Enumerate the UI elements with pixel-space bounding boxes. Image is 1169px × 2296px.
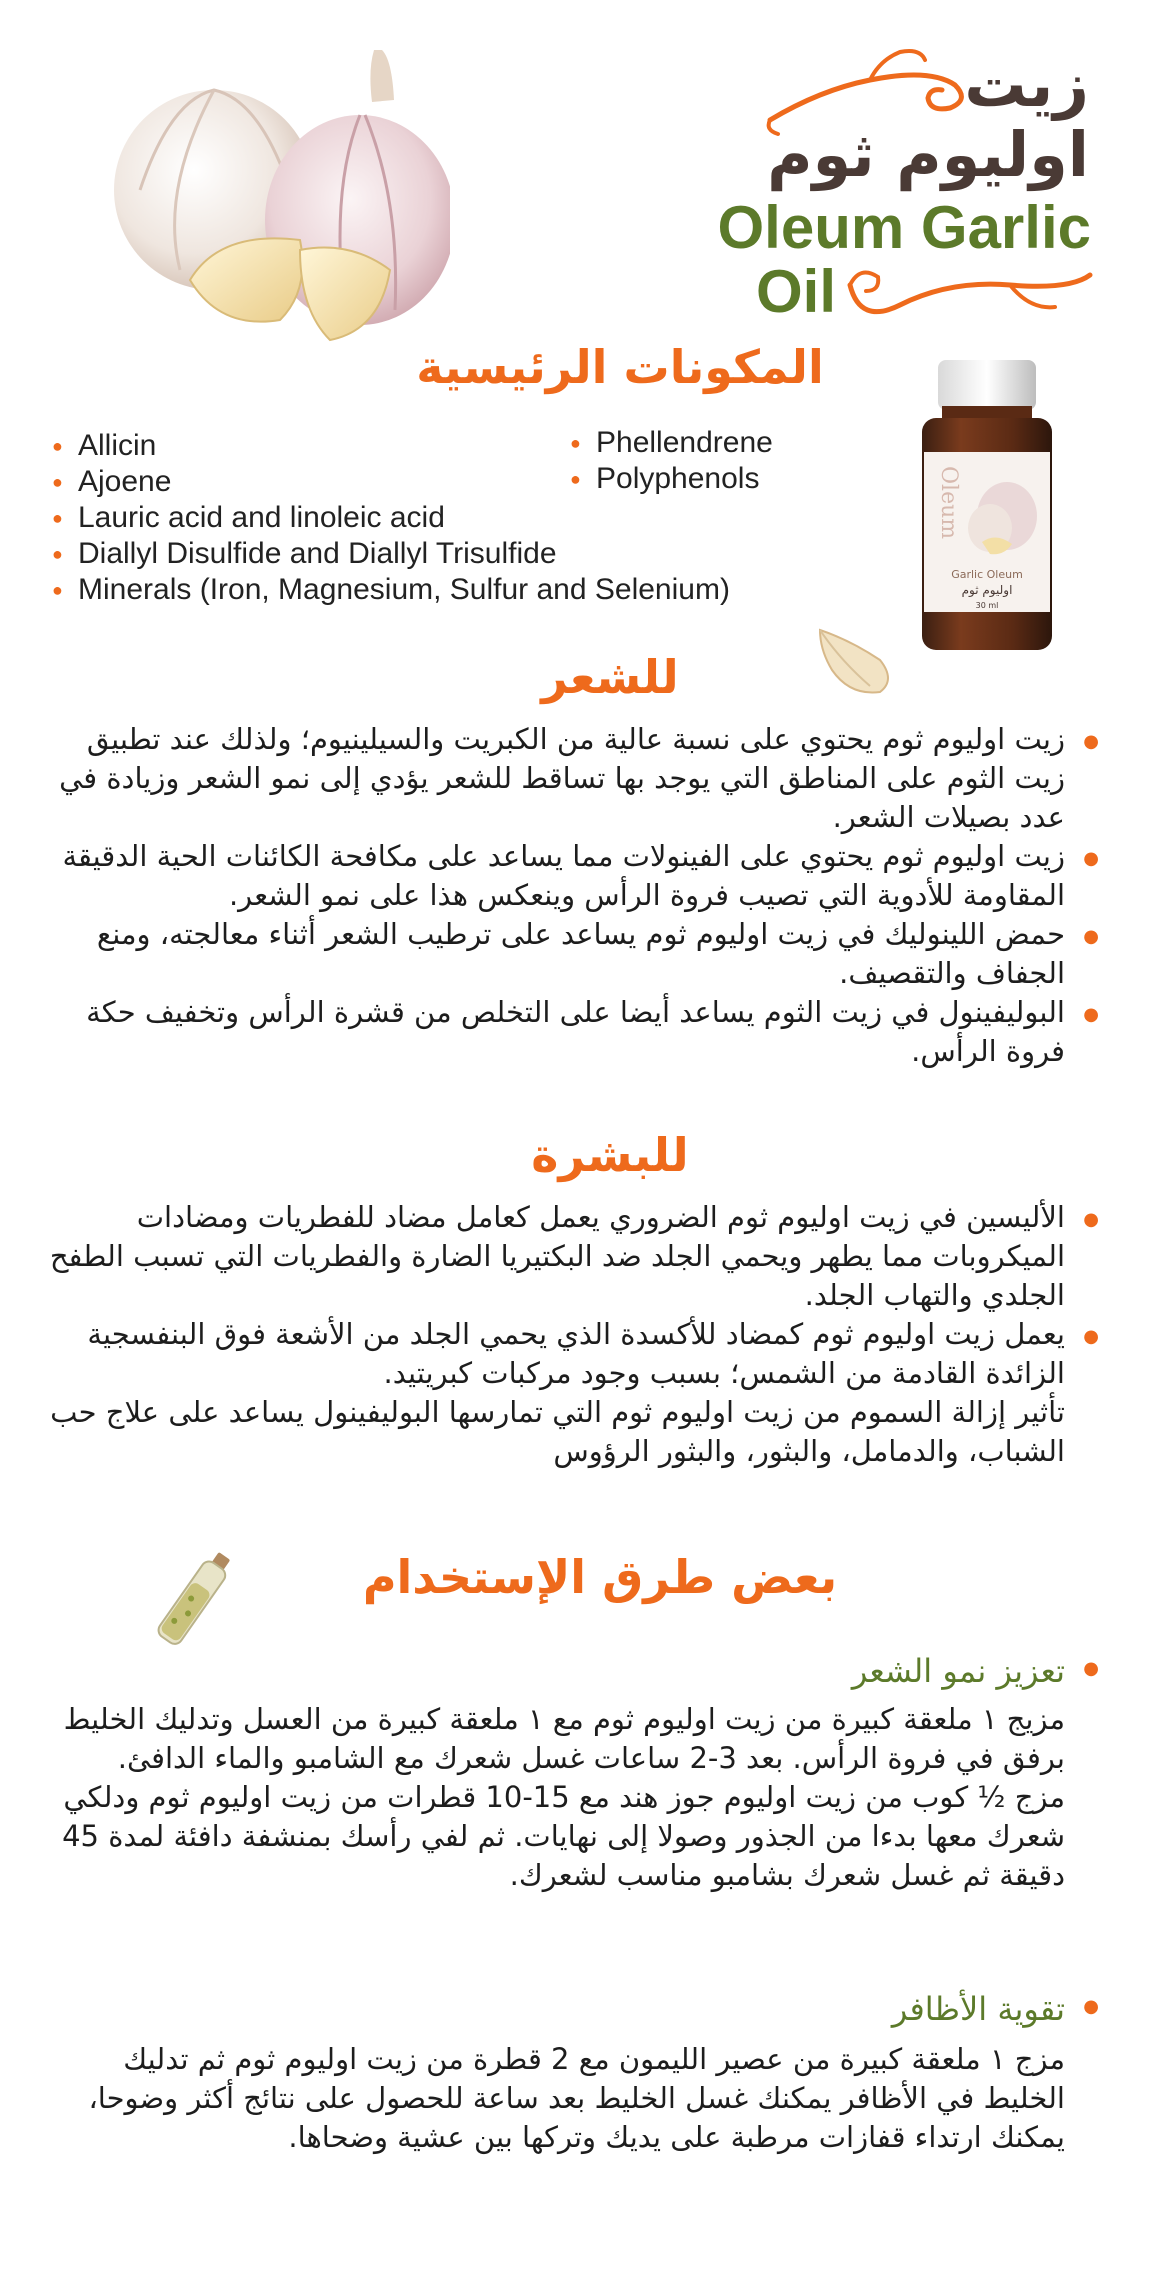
garlic-bulbs-image	[110, 40, 450, 350]
title-arabic-line1: زيت	[964, 48, 1089, 121]
components-heading: المكونات الرئيسية	[416, 340, 824, 394]
component-item: ● Lauric acid and linoleic acid	[52, 500, 872, 536]
component-item: ● Ajoene	[52, 464, 872, 500]
hair-benefit-item: ● زيت اوليوم ثوم يحتوي على الفينولات مما يساعد على مكافحة الكائنات الحية الدقيقة المقاومة للأدوية التي تصيب فروة الرأس وينعكس هذا على نمو الشعر.	[49, 837, 1099, 915]
usage-paragraph: مزج ½ كوب من زيت اوليوم جوز هند مع 15-10 قطرات من زيت اوليوم ثوم ودلكي شعرك معها بدءا من الجذور وصولا إلى نهايات. ثم لفي رأسك بمنشفة دافئة لمدة 45 دقيقة ثم غسل شعرك بشامبو مناسب لشعرك.	[62, 1780, 1065, 1892]
oil-vial-image	[155, 1545, 235, 1655]
hair-benefit-item: ● حمض اللينوليك في زيت اوليوم ثوم يساعد على ترطيب الشعر أثناء معالجته، ومنع الجفاف والتقصيف.	[49, 915, 1099, 993]
bottle-brand-text: Oleum	[936, 466, 961, 540]
bottle-volume: 30 ml	[975, 601, 999, 610]
skin-benefit-item: ● الأليسين في زيت اوليوم ثوم الضروري يعمل كعامل مضاد للفطريات ومضادات الميكروبات مما يطهر ويحمي الجلد ضد البكتيريا الضارة والفطريات التي تسبب الطفح الجلدي والتهاب الجلد.	[49, 1198, 1099, 1315]
bottle-label-arabic: اوليوم ثوم	[961, 583, 1013, 597]
components-list-right	[570, 425, 890, 497]
component-item: ● Minerals (Iron, Magnesium, Sulfur and Selenium)	[52, 572, 872, 608]
title-english-line2: Oil	[756, 258, 837, 325]
usage-hair-growth-heading: ● تعزيز نمو الشعر	[852, 1652, 1099, 1690]
hair-benefit-item: ● زيت اوليوم ثوم يحتوي على نسبة عالية من الكبريت والسيلينيوم؛ ولذلك عند تطبيق زيت الثوم على المناطق التي يوجد بها تساقط للشعر يؤدي إلى نمو الشعر وزيادة في عدد بصيلات الشعر.	[49, 720, 1099, 837]
bottle-label-english: Garlic Oleum	[951, 568, 1023, 581]
component-item: ● Diallyl Disulfide and Diallyl Trisulfide	[52, 536, 872, 572]
component-item: ● Polyphenols	[570, 461, 890, 497]
component-item: ● Phellendrene	[570, 425, 890, 461]
usage-heading: بعض طرق الإستخدام	[362, 1550, 838, 1604]
hair-heading: للشعر	[541, 650, 679, 704]
usage-nails-heading: ● تقوية الأظافر	[892, 1990, 1099, 2028]
skin-benefits-list	[49, 1198, 1099, 1471]
component-item: ● Allicin	[52, 428, 872, 464]
garlic-clove-image	[810, 620, 900, 700]
hair-benefits-list	[49, 720, 1099, 1071]
usage-paragraph: مزيج ١ ملعقة كبيرة من زيت اوليوم ثوم مع ١ ملعقة كبيرة من العسل وتدليك الخليط برفق في فروة الرأس. بعد 3-2 ساعات غسل شعرك مع الشامبو والماء الدافئ.	[63, 1702, 1065, 1775]
skin-benefit-item: ● يعمل زيت اوليوم ثوم كمضاد للأكسدة الذي يحمي الجلد من الأشعة فوق البنفسجية الزائدة القادمة من الشمس؛ بسبب وجود مركبات كبريتيد.	[49, 1315, 1099, 1393]
usage-nails-text: مزج ١ ملعقة كبيرة من عصير الليمون مع 2 قطرة من زيت اوليوم ثوم ثم تدليك الخليط في الأظافر يمكنك غسل الخليط بعد ساعة للحصول على نتائج أكثر وضوحا، يمكنك ارتداء قفازات مرطبة على يديك وتركها بين عشية وضحاها.	[88, 2042, 1065, 2154]
usage-hair-growth-text	[35, 1700, 1065, 1895]
title-english-line1: Oleum Garlic	[717, 194, 1091, 261]
skin-heading: للبشرة	[531, 1128, 689, 1182]
product-bottle-image	[912, 356, 1062, 656]
skin-benefit-extra: تأثير إزالة السموم من زيت اوليوم ثوم التي تمارسها البوليفينول يساعد على علاج حب الشباب، والدمامل، والبثور، والبثور الرؤوس	[50, 1395, 1065, 1468]
title-arabic-line2: اوليوم ثوم	[767, 118, 1089, 191]
hair-benefit-item: ● البوليفينول في زيت الثوم يساعد أيضا على التخلص من قشرة الرأس وتخفيف حكة فروة الرأس.	[49, 993, 1099, 1071]
